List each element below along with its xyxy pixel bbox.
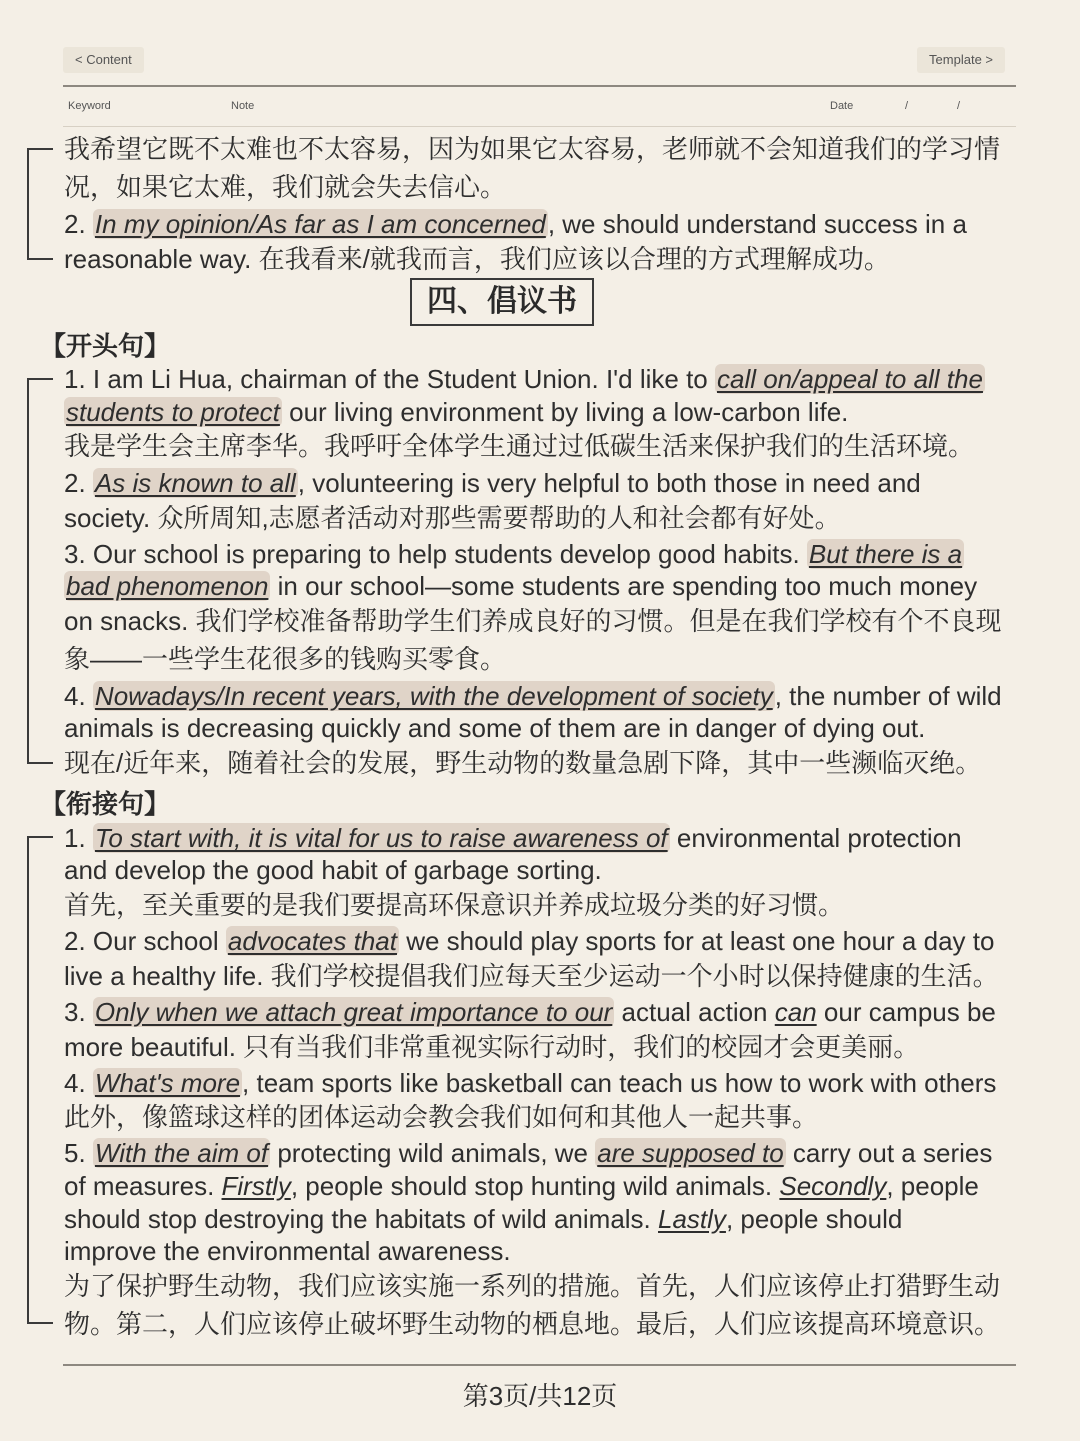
transition-t5-line-3: should stop destroying the habitats of wild animals. Lastly, people should	[64, 1204, 903, 1234]
bracket-intro	[27, 148, 29, 260]
content-back-button[interactable]: < Content	[63, 47, 144, 73]
phrase-highlight: In my opinion/As far as I am concerned	[94, 209, 546, 239]
date-slash-2: /	[957, 100, 961, 112]
intro-line-1: 我希望它既不太难也不太容易，因为如果它太容易，老师就不会知道我们的学习情	[64, 134, 1001, 164]
intro-line-3: 2. In my opinion/As far as I am concerned, we should understand success in a	[64, 209, 967, 239]
transition-t4-cn: 此外，像篮球这样的团体运动会教会我们如何和其他人一起共事。	[64, 1102, 819, 1132]
opening-s4-line-2: animals is decreasing quickly and some of them are in danger of dying out.	[64, 713, 926, 743]
opening-s2-line-1: 2. As is known to all, volunteering is very helpful to both those in need and	[64, 468, 921, 498]
transition-t2-line-2: live a healthy life. 我们学校提倡我们应每天至少运动一个小时以保持健康的生活。	[64, 961, 999, 991]
opening-s3-line-2: bad phenomenon in our school—some students are spending too much money	[66, 571, 978, 601]
transition-t1-line-2: and develop the good habit of garbage sorting.	[64, 855, 602, 885]
keyword-label: Keyword	[68, 100, 111, 112]
intro-line-4: reasonable way. 在我看来/就我而言，我们应该以合理的方式理解成功。	[64, 244, 890, 274]
transition-t2-line-1: 2. Our school advocates that we should play sports for at least one hour a day to	[64, 926, 995, 956]
header-thin-divider	[63, 126, 1016, 127]
transition-t1-line-1: 1. To start with, it is vital for us to raise awareness of environmental protection	[64, 823, 962, 853]
template-button[interactable]: Template >	[917, 47, 1005, 73]
intro-line-2: 况，如果它太难，我们就会失去信心。	[64, 172, 507, 202]
opening-s4-line-1: 4. Nowadays/In recent years, with the development of society, the number of wild	[64, 681, 1002, 711]
opening-s1-line-1: 1. I am Li Hua, chairman of the Student Union. I'd like to call on/appeal to all the	[64, 364, 983, 394]
transition-t5-line-2: of measures. Firstly, people should stop hunting wild animals. Secondly, people	[64, 1171, 979, 1201]
opening-s1-line-2: students to protect our living environment by living a low-carbon life.	[66, 397, 849, 427]
transition-t5-cn-2: 物。第二，人们应该停止破坏野生动物的栖息地。最后，人们应该提高环境意识。	[64, 1309, 1001, 1339]
transition-t5-line-1: 5. With the aim of protecting wild animals, we are supposed to carry out a series	[64, 1138, 993, 1168]
transition-t3-line-2: more beautiful. 只有当我们非常重视实际行动时，我们的校园才会更美丽。	[64, 1032, 920, 1062]
date-slash-1: /	[905, 100, 909, 112]
opening-s4-cn: 现在/近年来，随着社会的发展，野生动物的数量急剧下降，其中一些濒临灭绝。	[64, 748, 982, 778]
section-title: 四、倡议书	[410, 278, 594, 326]
bracket-transition	[27, 836, 29, 1324]
transition-heading: 【衔接句】	[40, 789, 171, 819]
opening-s3-line-4: 象——一些学生花很多的钱购买零食。	[64, 644, 507, 674]
date-label: Date	[830, 100, 854, 112]
transition-t5-line-4: improve the environmental awareness.	[64, 1236, 511, 1266]
bracket-opening	[27, 378, 29, 764]
transition-t1-cn: 首先，至关重要的是我们要提高环保意识并养成垃圾分类的好习惯。	[64, 890, 845, 920]
opening-s2-line-2: society. 众所周知,志愿者活动对那些需要帮助的人和社会都有好处。	[64, 503, 841, 533]
transition-t3-line-1: 3. Only when we attach great importance to our actual action can our campus be	[64, 997, 996, 1027]
page-indicator: 第3页/共12页	[462, 1381, 618, 1411]
opening-heading: 【开头句】	[40, 331, 171, 361]
opening-s1-cn: 我是学生会主席李华。我呼吁全体学生通过过低碳生活来保护我们的生活环境。	[64, 431, 975, 461]
top-bar	[63, 47, 1005, 73]
note-label: Note	[231, 100, 255, 112]
header-divider	[63, 85, 1016, 87]
opening-s3-line-3: on snacks. 我们学校准备帮助学生们养成良好的习惯。但是在我们学校有个不良现	[64, 606, 1002, 636]
transition-t4-line-1: 4. What's more, team sports like basketball can teach us how to work with others	[64, 1068, 997, 1098]
footer-divider	[63, 1364, 1016, 1366]
transition-t5-cn-1: 为了保护野生动物，我们应该实施一系列的措施。首先，人们应该停止打猎野生动	[64, 1271, 1001, 1301]
opening-s3-line-1: 3. Our school is preparing to help students develop good habits. But there is a	[64, 539, 963, 569]
